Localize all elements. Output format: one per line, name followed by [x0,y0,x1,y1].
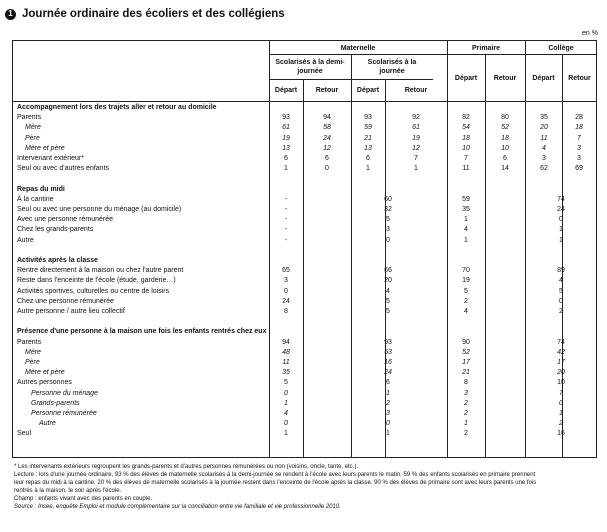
note-line: * Les intervenants extérieurs regroupent les grands-parents et d'autres personnes rémunérées ou non (voisins, oncle, tante, etc.). [14,464,359,470]
table-cell: 93 [384,338,392,346]
table-cell: - [284,216,288,224]
table-cell: 2 [464,399,468,407]
notes [14,463,599,512]
table-cell: 80 [501,114,509,122]
header-retour: Retour [404,87,428,94]
table-cell: 7 [414,155,418,162]
table-cell: 70 [462,267,470,275]
note-line: rentrés à la maison, le soir après l'école. [14,488,122,495]
table-cell: 32 [384,206,392,213]
unit-label: en % [582,30,598,37]
table-cell: 0 [386,236,390,244]
table-cell: 1 [386,430,390,438]
table-cell: 61 [282,124,290,132]
header-journee: Scolarisés à la journée [367,59,417,75]
table-cell: 16 [557,430,565,438]
table-cell: 6 [386,379,390,387]
table-cell: 12 [412,144,420,152]
table-cell: 1 [284,430,288,438]
table-cell: 11 [540,134,548,142]
row-label: Autre [17,236,34,244]
table-cell: 28 [575,114,583,122]
table-cell: 2 [464,430,468,438]
table-cell: 11 [282,359,290,366]
table-cell: 92 [412,114,420,122]
table-cell: 5 [386,297,390,305]
row-label: Autre personne / autre lieu collectif [17,308,125,315]
row-label: Seul [17,430,32,438]
table-cell: 52 [462,348,470,356]
table-cell: 1 [559,236,563,244]
table-cell: 54 [462,124,470,132]
row-label: Personne rémunérée [31,410,97,417]
table-cell: 13 [364,144,372,152]
table-cell: 3 [284,277,288,285]
section-heading: Activités après la classe [17,257,98,264]
note-line: Lecture : lors d'une journée ordinaire, 93 % des élèves de maternelle scolarisés à la demi-journée se rendent à l'école avec leurs parents le matin. 59 % des enfants scolarisés en primaire prennent [14,472,536,479]
section-heading: Accompagnement lors des trajets aller et retour au domicile [17,104,217,111]
table-cell: 12 [323,144,331,152]
row-label: Parents [17,338,42,346]
table-cell: 2 [559,308,563,315]
col-separator [447,41,448,457]
table-cell: 19 [412,134,420,142]
table-cell: 52 [501,124,509,132]
row-label: Reste dans l'enceinte de l'école (étude, garderie…) [17,277,176,285]
table-cell: 4 [464,308,468,315]
table-cell: 74 [557,338,565,346]
title-row [5,8,285,20]
row-label: Chez les grands-parents [17,226,94,234]
row-label: Parents [17,114,42,122]
table-cell: 59 [364,124,372,132]
table-cell: 24 [282,297,290,305]
row-label: Seul ou avec d'autres enfants [17,165,110,173]
row-label: Activités sportives, culturelles ou centre de loisirs [17,287,170,295]
table-cell: 82 [462,114,470,122]
row-label: Mère [25,348,41,356]
table-cell: 93 [282,114,290,122]
table-cell: 6 [503,155,507,162]
table-cell: 24 [557,206,565,213]
table-cell: 1 [464,236,468,244]
table-cell: 58 [323,124,331,132]
header-depart: Départ [454,75,478,82]
table-cell: 53 [384,348,392,356]
table-cell: 5 [464,287,468,295]
table-cell: 21 [364,134,372,142]
table-cell: 59 [462,195,470,203]
table-cell: 1 [559,226,563,234]
table-cell: 19 [462,277,470,285]
header-line [269,79,433,80]
header-line [13,101,597,102]
table-cell: 89 [557,267,565,275]
table-cell: 74 [557,195,565,203]
table-cell: 11 [462,165,470,173]
header-depart: Départ [356,87,380,94]
row-label: À la cantine [17,195,54,203]
note-line: Champ : enfants vivant avec des parents en couple. [14,496,153,503]
table-cell: 20 [384,277,392,285]
table-cell: 1 [284,399,288,407]
table-cell: 10 [501,144,509,152]
table-cell: 0 [325,165,329,173]
col-separator [525,41,526,457]
table-cell: 65 [282,267,290,275]
table-cell: 5 [284,379,288,387]
table-cell: 6 [284,155,288,162]
table-cell: 20 [540,124,548,132]
header-demi-journee: Scolarisés à la demi-journée [275,59,345,75]
table-cell: 62 [540,165,548,173]
table-cell: 1 [386,389,390,397]
table-cell: 3 [386,410,390,417]
table-cell: 3 [386,226,390,234]
table-cell: 4 [559,277,563,285]
table-cell: 5 [559,287,563,295]
table-cell: 13 [282,144,290,152]
header-depart: Départ [274,87,298,94]
row-label: Mère [25,124,41,132]
table-cell: 0 [386,420,390,428]
table-cell: 35 [282,369,290,377]
table-cell: 2 [386,399,390,407]
row-label: Autre [39,420,56,428]
table-cell: 18 [462,134,470,142]
row-label: Intervenant extérieur* [17,155,84,162]
table-cell: 10 [557,379,565,387]
table-cell: 94 [323,114,331,122]
table-cell: 0 [284,420,288,428]
table-cell: 60 [384,195,392,203]
header-retour: Retour [315,87,339,94]
table-cell: 1 [464,216,468,224]
row-label: Autres personnes [17,379,72,387]
row-label: Père [25,134,40,142]
table-cell: 17 [557,359,565,366]
table-cell: 7 [577,134,581,142]
table-cell: 69 [575,165,583,173]
table-cell: - [284,236,288,244]
table-cell: 0 [559,297,563,305]
row-label: Rentre directement à la maison ou chez l'autre parent [17,267,184,275]
row-label: Seul ou avec une personne du ménage (au domicile) [17,206,182,213]
col-separator [303,79,304,457]
table-cell: - [284,206,288,213]
table-cell: 24 [384,369,392,377]
number-bullet: 1 [5,9,16,20]
table-cell: - [284,226,288,234]
table-cell: 35 [540,114,548,122]
header-primaire: Primaire [471,45,501,52]
row-label: Père [25,359,40,366]
row-label: Mère et père [25,144,65,152]
header-college: Collège [548,45,574,52]
col-separator [485,54,486,457]
table-cell: 19 [282,134,290,142]
table-cell: 2 [464,297,468,305]
table-cell: 90 [462,338,470,346]
header-retour: Retour [568,75,591,82]
table-cell: 14 [501,165,509,173]
table-cell: 18 [575,124,583,132]
row-label: Chez une personne rémunérée [17,297,114,305]
table-cell: 35 [462,206,470,213]
table-title: Journée ordinaire des écoliers et des collégiens [22,8,285,20]
table-cell: 93 [364,114,372,122]
table-cell: 3 [464,389,468,397]
row-label: Personne du ménage [31,389,98,397]
row-label: Mère et père [25,369,65,377]
table-cell: 5 [386,216,390,224]
source-line: Source : Insee, enquête Emploi et module complémentaire sur la conciliation entre vie familiale et vie professionnelle 2010. [14,504,341,511]
table-cell: 1 [366,165,370,173]
section-heading: Présence d'une personne à la maison une fois les enfants rentrés chez eux [17,328,267,336]
table-cell: 6 [325,155,329,162]
table-cell: 20 [557,369,565,377]
table-cell: 17 [462,359,470,366]
table-cell: 2 [464,410,468,417]
row-label: Grands-parents [31,399,80,407]
table-cell: 5 [386,308,390,315]
table-cell: 61 [412,124,420,132]
table-cell: 66 [384,267,392,275]
header-depart: Départ [532,75,555,82]
table-cell: 24 [323,134,331,142]
table-cell: 3 [577,144,581,152]
header-maternelle: Maternelle [340,45,376,52]
table-cell: 42 [557,348,565,356]
table-cell: 1 [284,165,288,173]
table-cell: 4 [464,226,468,234]
table-cell: - [284,195,288,203]
table-cell: 6 [366,155,370,162]
table-cell: 10 [462,144,470,152]
section-heading: Repas du midi [17,185,65,193]
table-cell: 16 [384,359,392,366]
table-cell: 1 [414,165,418,173]
table-cell: 4 [386,287,390,295]
table-cell: 7 [464,155,468,162]
note-line: leur repas du midi à la cantine. 20 % des élèves de maternelle scolarisés à la journée restent dans l'enceinte de l'école après la classe. 90 % des élèves de primaire sont avec leurs parents une fois [14,480,537,487]
table-cell: 8 [464,379,468,387]
table-cell: 4 [542,144,546,152]
table-cell: 94 [282,338,290,346]
table-cell: 0 [284,287,288,295]
table-cell: 1 [464,420,468,428]
table-cell: 48 [282,348,290,356]
header-line [269,54,597,55]
table-cell: 3 [577,155,581,162]
table-cell: 7 [559,389,563,397]
table-cell: 4 [284,410,288,417]
table-cell: 21 [462,369,470,377]
table-cell: 0 [284,389,288,397]
table-cell: 3 [542,155,546,162]
table-cell: 0 [559,399,563,407]
row-label: Avec une personne rémunérée [17,216,113,224]
table-cell: 0 [559,216,563,224]
table-cell: 2 [559,420,563,428]
header-retour: Retour [493,75,517,82]
table-cell: 1 [559,410,563,417]
table-cell: 18 [501,134,509,142]
table-cell: 8 [284,308,288,315]
data-table [12,40,597,458]
